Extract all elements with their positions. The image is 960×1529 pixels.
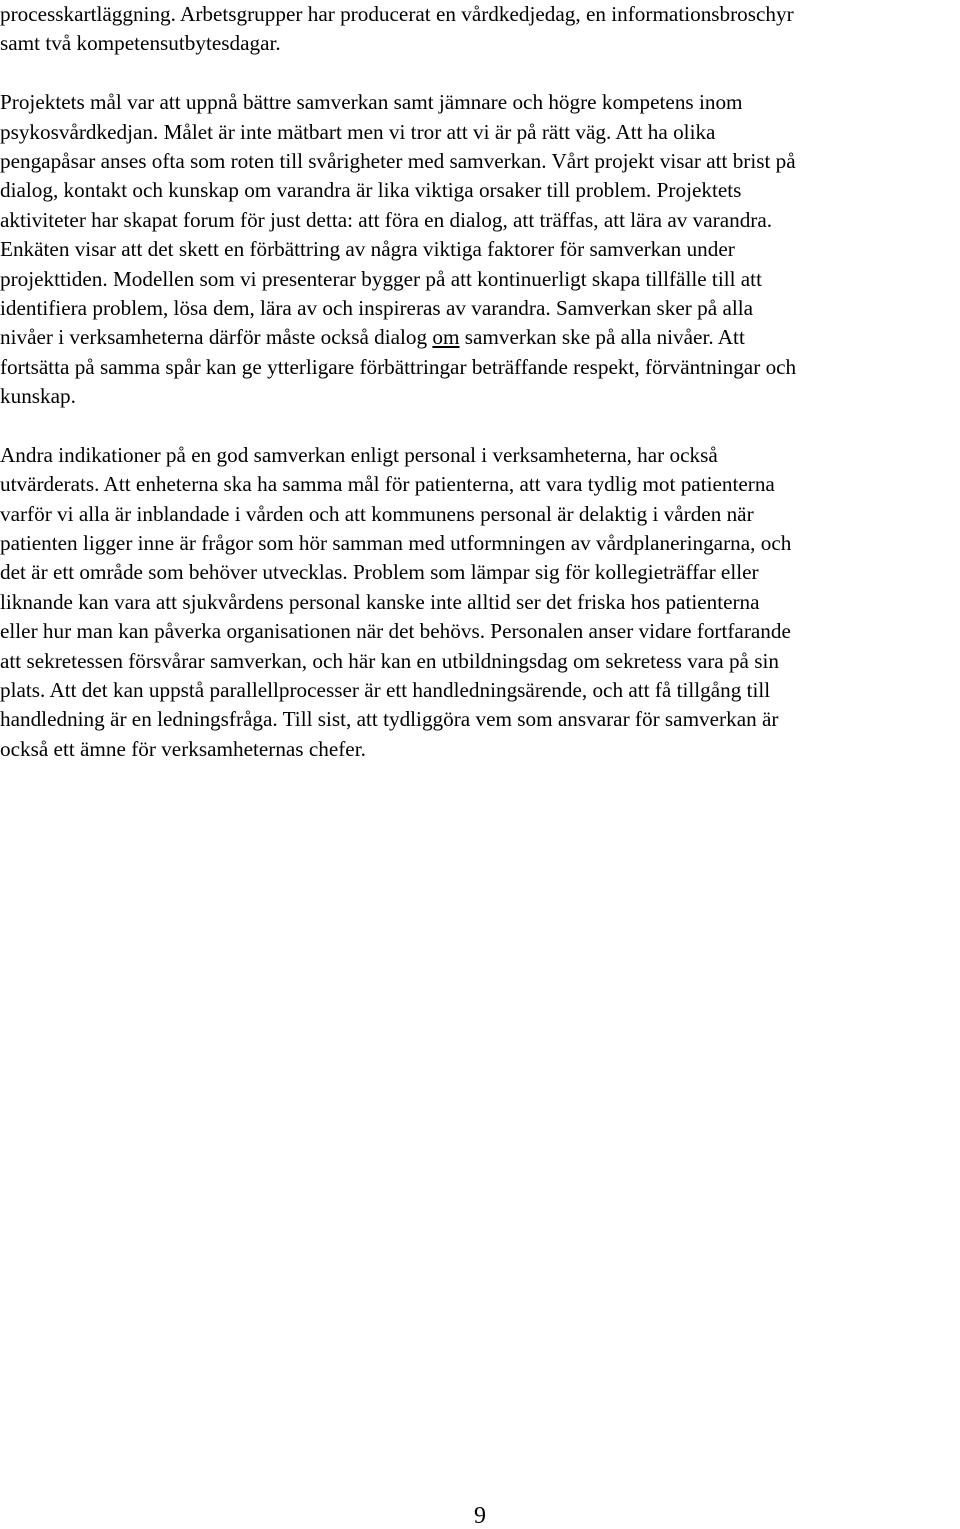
text-line: fortsätta på samma spår kan ge ytterligare förbättringar beträffande respekt, förväntningar och (0, 354, 797, 379)
text-line: kunskap. (0, 384, 76, 409)
page-number: 9 (474, 1503, 486, 1529)
text-line: utvärderats. Att enheterna ska ha samma mål för patienterna, att vara tydlig mot patienterna (0, 472, 775, 497)
paragraph-gap (0, 59, 960, 88)
text-line: psykosvårdkedjan. Målet är inte mätbart men vi tror att vi är på rätt väg. Att ha olika (0, 119, 716, 144)
text-line: eller hur man kan påverka organisationen när det behövs. Personalen anser vidare fortfarande (0, 619, 791, 644)
text-line: också ett ämne för verksamheternas chefer. (0, 736, 366, 761)
text-line: dialog, kontakt och kunskap om varandra är lika viktiga orsaker till problem. Projektets (0, 178, 742, 203)
text-segment: nivåer i verksamheterna därför måste också dialog (0, 325, 433, 350)
text-line: liknande kan vara att sjukvårdens personal kanske inte alltid ser det friska hos patienterna (0, 589, 760, 614)
text-line: att sekretessen försvårar samverkan, och här kan en utbildningsdag om sekretess vara på sin (0, 648, 779, 673)
text-line: pengapåsar anses ofta som roten till svårigheter med samverkan. Vårt projekt visar att brist på (0, 148, 796, 173)
text-line: patienten ligger inne är frågor som hör samman med utformningen av vårdplaneringarna, och (0, 531, 792, 556)
text-line: projekttiden. Modellen som vi presenterar bygger på att kontinuerligt skapa tillfälle till att (0, 266, 762, 291)
text-line: varför vi alla är inblandade i vården och att kommunens personal är delaktig i vården när (0, 501, 754, 526)
underlined-word: om (432, 325, 460, 350)
text-line: aktiviteter har skapat forum för just detta: att föra en dialog, att träffas, att lära av varandra. (0, 207, 773, 232)
text-line: handledning är en ledningsfråga. Till sist, att tydliggöra vem som ansvarar för samverkan är (0, 707, 779, 732)
text-line: Andra indikationer på en god samverkan enligt personal i verksamheterna, har också (0, 442, 718, 467)
text-line: det är ett område som behöver utvecklas. Problem som lämpar sig för kollegieträffar eller (0, 560, 759, 585)
paragraph-2 (0, 88, 960, 411)
text-line: processkartläggning. Arbetsgrupper har producerat en vårdkedjedag, en informationsbroschyr (0, 2, 794, 26)
text-line: identifiera problem, lösa dem, lära av och inspireras av varandra. Samverkan sker på alla (0, 295, 754, 320)
text-line: plats. Att det kan uppstå parallellprocesser är ett handledningsärende, och att få tillgång till (0, 677, 771, 702)
text-line: Enkäten visar att det skett en förbättring av några viktiga faktorer för samverkan under (0, 237, 735, 262)
document-body (0, 0, 960, 764)
text-line (0, 323, 960, 352)
paragraph-1 (0, 0, 960, 59)
text-line: samt två kompetensutbytesdagar. (0, 31, 281, 56)
text-line: Projektets mål var att uppnå bättre samverkan samt jämnare och högre kompetens inom (0, 90, 743, 115)
paragraph-3 (0, 441, 960, 764)
text-segment: samverkan ske på alla nivåer. Att (459, 325, 745, 350)
paragraph-gap (0, 411, 960, 440)
